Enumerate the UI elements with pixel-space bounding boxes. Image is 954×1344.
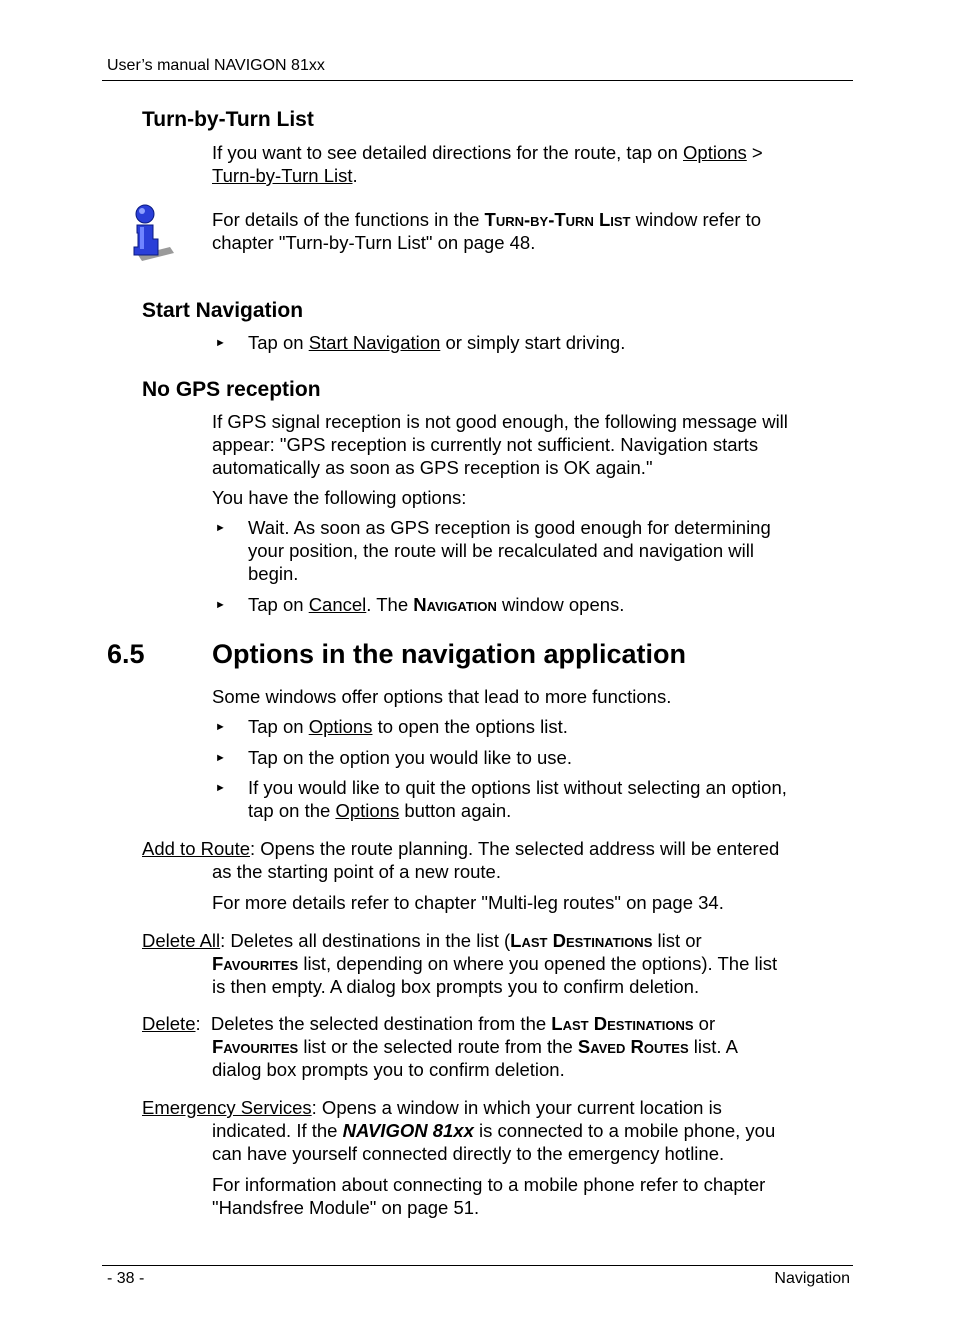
entry-emergency-services: Emergency Services: Opens a window in which your current location is	[142, 1097, 722, 1118]
bullet-start-navigation: Tap on Start Navigation or simply start driving.	[248, 332, 626, 353]
entry-add-to-route-more: For more details refer to chapter "Multi-leg routes" on page 34.	[212, 892, 724, 913]
section-title: Options in the navigation application	[212, 639, 687, 669]
bullet-arrow: ►	[215, 782, 226, 794]
paragraph-options-intro: You have the following options:	[212, 487, 467, 508]
bullet-tap-option: Tap on the option you would like to use.	[248, 747, 572, 768]
link-turn-by-turn-list[interactable]: Turn-by-Turn List	[212, 165, 353, 186]
bullet-quit-options: If you would like to quit the options list without selecting an option, tap on the Options button again.	[248, 777, 787, 821]
bullet-arrow: ►	[215, 337, 226, 349]
section-intro: Some windows offer options that lead to more functions.	[212, 686, 672, 707]
entry-delete: Delete: Deletes the selected destination from the Last Destinations or	[142, 1013, 716, 1034]
entry-add-to-route: Add to Route: Opens the route planning. The selected address will be entered	[142, 838, 780, 859]
link-delete[interactable]: Delete	[142, 1013, 196, 1034]
paragraph-turn-by-turn: If you want to see detailed directions for the route, tap on Options > Turn-by-Turn List.	[212, 142, 763, 186]
link-options[interactable]: Options	[335, 800, 400, 821]
entry-add-to-route-cont: as the starting point of a new route.	[212, 861, 501, 882]
paragraph-no-gps: If GPS signal reception is not good enough, the following message will appear: "GPS reception is currently not sufficient. Navigation starts automatically as soon as GPS reception is OK again."	[212, 411, 788, 478]
window-name-navigation: Navigation	[413, 594, 497, 615]
heading-turn-by-turn-list: Turn-by-Turn List	[142, 108, 314, 131]
heading-start-navigation: Start Navigation	[142, 299, 304, 322]
page-number: - 38 -	[107, 1270, 145, 1287]
bullet-arrow: ►	[215, 721, 226, 733]
bullet-arrow: ►	[215, 599, 226, 611]
footer-section: Navigation	[774, 1270, 850, 1287]
link-start-navigation[interactable]: Start Navigation	[308, 332, 441, 353]
link-emergency-services[interactable]: Emergency Services	[142, 1097, 312, 1118]
entry-emergency-cont: indicated. If the NAVIGON 81xx is connected to a mobile phone, you can have yourself connected directly to the emergency hotline.	[212, 1120, 776, 1164]
bullet-arrow: ►	[215, 522, 226, 534]
running-header: User’s manual NAVIGON 81xx	[107, 57, 325, 74]
heading-no-gps-reception: No GPS reception	[142, 378, 321, 401]
link-options[interactable]: Options	[683, 142, 747, 163]
link-options[interactable]: Options	[308, 716, 373, 737]
bullet-arrow: ►	[215, 752, 226, 764]
entry-delete-all-cont: Favourites list, depending on where you opened the options). The list is then empty. A dialog box prompts you to confirm deletion.	[212, 953, 778, 997]
footer-rule	[102, 1265, 853, 1266]
header-rule	[102, 80, 853, 81]
bullet-wait: Wait. As soon as GPS reception is good enough for determining your position, the route will be recalculated and navigation will begin.	[248, 517, 771, 584]
link-add-to-route[interactable]: Add to Route	[142, 838, 250, 859]
entry-emergency-more: For information about connecting to a mobile phone refer to chapter "Handsfree Module" on page 51.	[212, 1174, 766, 1218]
window-name-turn-by-turn-list: Turn-by-Turn List	[484, 209, 631, 230]
section-number: 6.5	[107, 639, 145, 669]
entry-delete-all: Delete All: Deletes all destinations in the list (Last Destinations list or	[142, 930, 702, 951]
entry-delete-cont: Favourites list or the selected route from the Saved Routes list. A dialog box prompts you to confirm deletion.	[212, 1036, 739, 1080]
bullet-tap-options: Tap on Options to open the options list.	[248, 716, 568, 737]
info-person-icon	[124, 203, 176, 261]
bullet-cancel: Tap on Cancel. The Navigation window opens.	[248, 594, 625, 615]
product-name: NAVIGON 81xx	[342, 1120, 474, 1141]
link-delete-all[interactable]: Delete All	[142, 930, 221, 951]
link-cancel[interactable]: Cancel	[308, 594, 367, 615]
note-turn-by-turn: For details of the functions in the Turn-by-Turn List window refer to chapter "Turn-by-Turn List" on page 48.	[212, 209, 762, 253]
